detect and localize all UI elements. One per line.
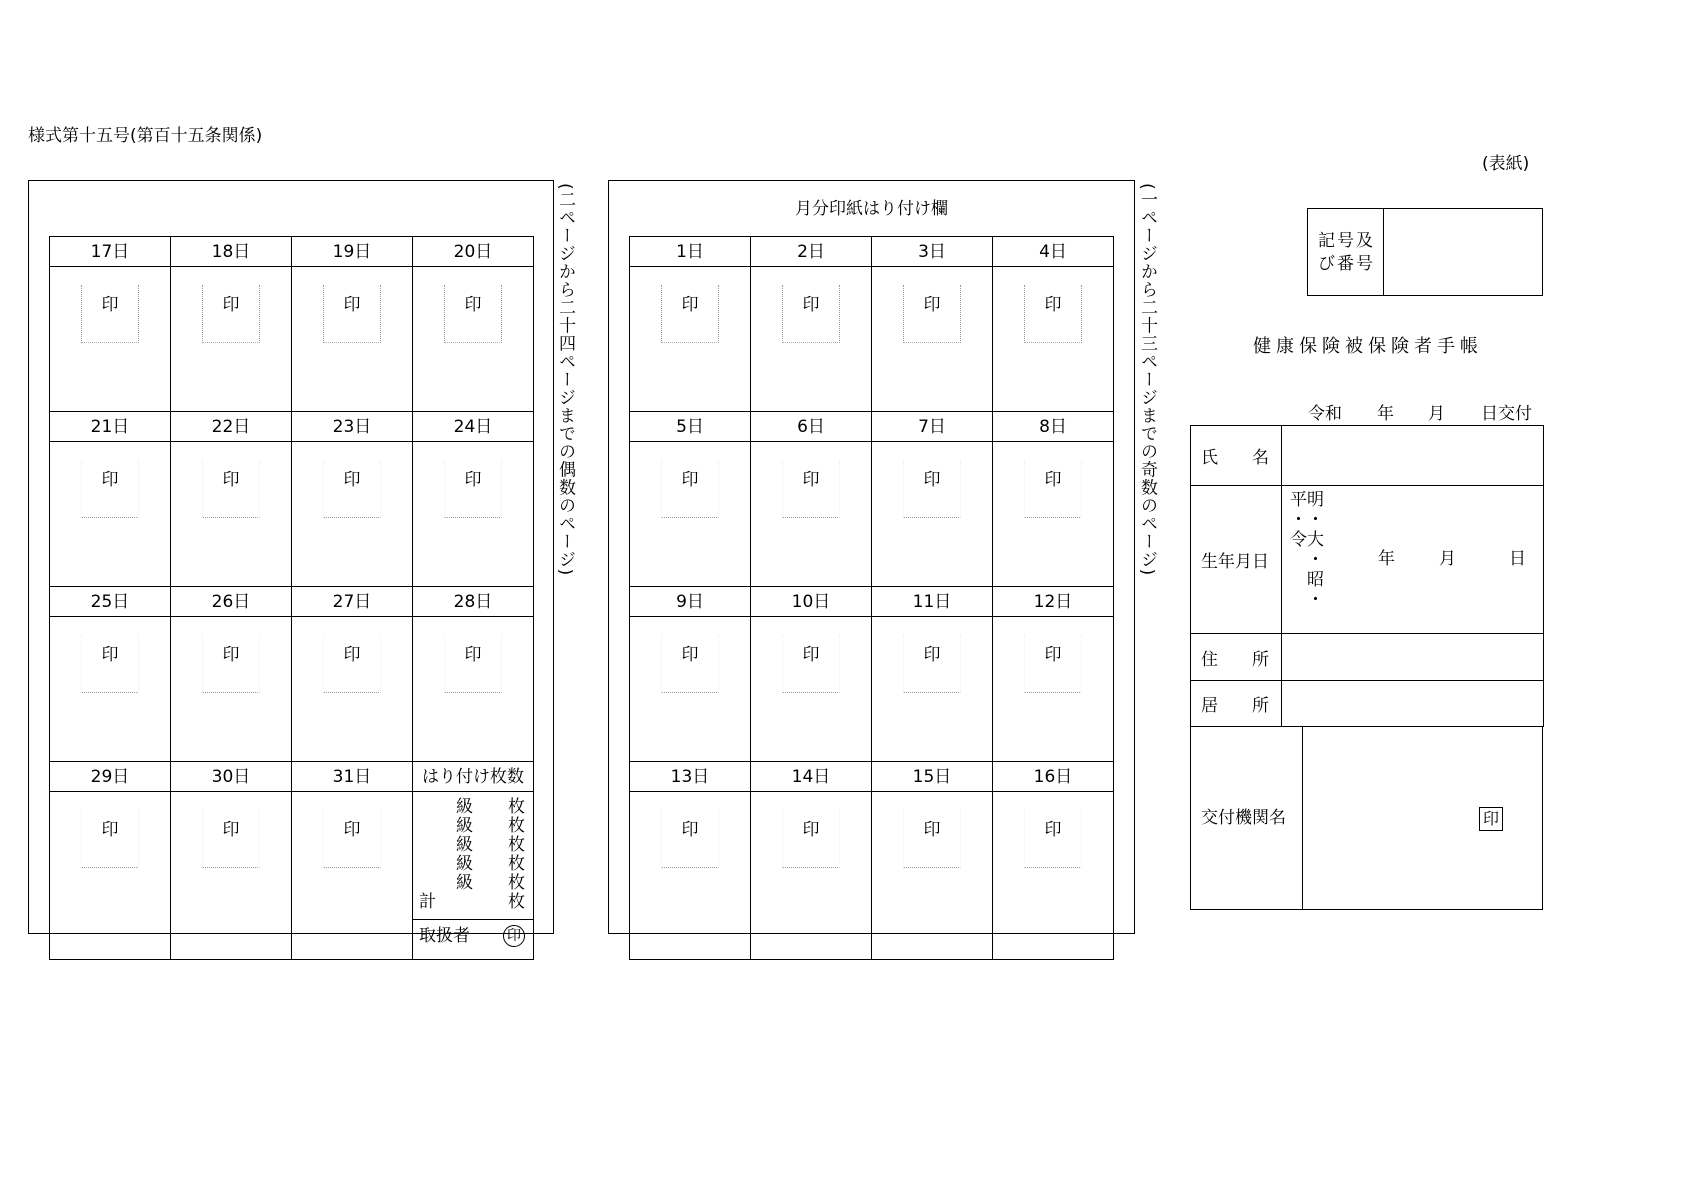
- stamp-cell[interactable]: [751, 267, 872, 412]
- stamp-placeholder: [444, 460, 502, 518]
- stamp-cell[interactable]: [413, 617, 534, 762]
- stamp-placeholder: [782, 285, 840, 343]
- stamp-placeholder: [323, 635, 381, 693]
- stamp-placeholder: [202, 810, 260, 868]
- birth-label: 生年月日: [1191, 486, 1282, 634]
- sheet-label: 枚: [508, 854, 525, 874]
- stamp-placeholder: [903, 810, 961, 868]
- issue-era: 令和: [1308, 404, 1342, 424]
- stamp-cell[interactable]: [50, 617, 171, 762]
- stamp-mark: 印: [681, 820, 699, 840]
- stamp-row: [630, 267, 1114, 412]
- day-header-row: [50, 237, 534, 267]
- day-label: 1日: [630, 237, 751, 267]
- stamp-mark: 印: [681, 295, 699, 315]
- birth-day: 日: [1509, 549, 1526, 569]
- stamp-mark: 印: [343, 820, 361, 840]
- stamp-cell[interactable]: [630, 617, 751, 762]
- grade-label: 級: [456, 854, 473, 874]
- day-header-row: [630, 412, 1114, 442]
- form-number: 様式第十五号(第百十五条関係): [28, 126, 263, 146]
- stamp-mark: 印: [802, 820, 820, 840]
- stamp-row: [50, 267, 534, 412]
- handler-seal: [503, 925, 525, 947]
- count-header: はり付け枚数: [413, 762, 534, 792]
- stamp-placeholder: [323, 460, 381, 518]
- left-panel: [28, 180, 554, 946]
- stamp-placeholder: [661, 810, 719, 868]
- stamp-mark: 印: [222, 645, 240, 665]
- stamp-placeholder: [782, 460, 840, 518]
- grade-label: 級: [456, 835, 473, 855]
- stamp-mark: 印: [1044, 820, 1062, 840]
- stamp-cell[interactable]: [751, 617, 872, 762]
- day-label: 12日: [993, 587, 1114, 617]
- stamp-mark: 印: [222, 470, 240, 490]
- stamp-mark: 印: [681, 645, 699, 665]
- sheet-label: 枚: [508, 816, 525, 836]
- issuer-label: 交付機関名: [1201, 808, 1286, 828]
- stamp-cell[interactable]: [630, 442, 751, 587]
- stamp-placeholder: [661, 460, 719, 518]
- stamp-cell[interactable]: [993, 617, 1114, 762]
- stamp-cell[interactable]: [292, 267, 413, 412]
- issuer-seal-mark: 印: [1479, 807, 1503, 831]
- day-label: 7日: [872, 412, 993, 442]
- stamp-cell[interactable]: [751, 792, 872, 960]
- day-header-row: [630, 762, 1114, 792]
- day-label: 5日: [630, 412, 751, 442]
- sheet-label: 枚: [508, 892, 525, 912]
- stamp-cell[interactable]: [171, 617, 292, 762]
- stamp-mark: 印: [343, 470, 361, 490]
- symbol-label-2: び番号: [1318, 254, 1375, 274]
- stamp-mark: 印: [222, 295, 240, 315]
- stamp-mark: 印: [1044, 470, 1062, 490]
- day-label: 31日: [292, 762, 413, 792]
- handler-seal-mark: 印: [503, 925, 525, 947]
- stamp-placeholder: [202, 285, 260, 343]
- stamp-placeholder: [323, 810, 381, 868]
- birth-year: 年: [1378, 549, 1395, 569]
- stamp-mark: 印: [101, 470, 119, 490]
- era-options: 明・大・昭・平・令: [1286, 490, 1323, 610]
- handler-box: [413, 919, 533, 959]
- day-label: 18日: [171, 237, 292, 267]
- stamp-placeholder: [81, 285, 139, 343]
- stamp-cell[interactable]: [751, 442, 872, 587]
- stamp-cell[interactable]: [292, 442, 413, 587]
- stamp-mark: 印: [101, 645, 119, 665]
- stamp-cell[interactable]: [413, 267, 534, 412]
- birth-month: 月: [1439, 549, 1456, 569]
- stamp-cell[interactable]: [171, 442, 292, 587]
- day-header-row: [50, 412, 534, 442]
- day-header-row: [630, 587, 1114, 617]
- day-label: 9日: [630, 587, 751, 617]
- day-label: 26日: [171, 587, 292, 617]
- issue-year: 年: [1377, 404, 1394, 424]
- day-label: 14日: [751, 762, 872, 792]
- left-stamp-grid: [49, 236, 534, 960]
- grade-label: 級: [456, 797, 473, 817]
- stamp-mark: 印: [802, 295, 820, 315]
- stamp-mark: 印: [1044, 295, 1062, 315]
- day-label: 8日: [993, 412, 1114, 442]
- address-label: 住 所: [1191, 634, 1282, 681]
- issue-month: 月: [1428, 404, 1445, 424]
- name-field[interactable]: [1282, 426, 1544, 486]
- stamp-cell[interactable]: [50, 792, 171, 960]
- issuer-seal: [1479, 807, 1503, 831]
- stamp-mark: 印: [681, 470, 699, 490]
- stamp-cell[interactable]: [993, 442, 1114, 587]
- stamp-placeholder: [81, 810, 139, 868]
- stamp-placeholder: [661, 285, 719, 343]
- stamp-placeholder: [202, 460, 260, 518]
- stamp-mark: 印: [464, 470, 482, 490]
- stamp-row: [50, 442, 534, 587]
- middle-side-note: (一ページから二十三ページまでの奇数のページ): [1137, 183, 1157, 577]
- stamp-cell[interactable]: [50, 267, 171, 412]
- stamp-cell[interactable]: [630, 792, 751, 960]
- day-label: 30日: [171, 762, 292, 792]
- sheet-label: 枚: [508, 835, 525, 855]
- stamp-mark: 印: [802, 645, 820, 665]
- stamp-placeholder: [444, 635, 502, 693]
- day-label: 16日: [993, 762, 1114, 792]
- day-label: 6日: [751, 412, 872, 442]
- day-header-row: [50, 762, 534, 792]
- stamp-placeholder: [323, 285, 381, 343]
- stamp-mark: 印: [343, 645, 361, 665]
- day-label: 13日: [630, 762, 751, 792]
- day-label: 29日: [50, 762, 171, 792]
- middle-panel: [608, 180, 1135, 934]
- day-label: 10日: [751, 587, 872, 617]
- middle-panel-title: 月分印紙はり付け欄: [795, 199, 948, 219]
- day-label: 22日: [171, 412, 292, 442]
- symbol-number-box: [1307, 208, 1543, 296]
- middle-stamp-grid: [629, 236, 1114, 960]
- day-label: 28日: [413, 587, 534, 617]
- stamp-mark: 印: [222, 820, 240, 840]
- day-label: 4日: [993, 237, 1114, 267]
- sheet-label: 枚: [508, 797, 525, 817]
- stamp-mark: 印: [464, 295, 482, 315]
- day-label: 3日: [872, 237, 993, 267]
- stamp-row: [50, 792, 534, 960]
- stamp-mark: 印: [101, 820, 119, 840]
- stamp-mark: 印: [802, 470, 820, 490]
- birth-field[interactable]: [1282, 486, 1544, 634]
- grade-label: 級: [456, 873, 473, 893]
- stamp-cell[interactable]: [872, 267, 993, 412]
- stamp-placeholder: [81, 460, 139, 518]
- stamp-cell[interactable]: [630, 267, 751, 412]
- stamp-cell[interactable]: [872, 617, 993, 762]
- stamp-placeholder: [903, 285, 961, 343]
- left-side-note: (二ページから二十四ページまでの偶数のページ): [555, 183, 575, 577]
- cover-label: (表紙): [1482, 154, 1530, 174]
- stamp-placeholder: [444, 285, 502, 343]
- stamp-cell[interactable]: [993, 792, 1114, 960]
- day-header-row: [50, 587, 534, 617]
- stamp-placeholder: [903, 635, 961, 693]
- stamp-cell[interactable]: [413, 442, 534, 587]
- stamp-placeholder: [1024, 635, 1082, 693]
- day-label: 21日: [50, 412, 171, 442]
- stamp-cell[interactable]: [872, 792, 993, 960]
- stamp-cell[interactable]: [993, 267, 1114, 412]
- stamp-cell[interactable]: [292, 792, 413, 960]
- stamp-cell[interactable]: [171, 792, 292, 960]
- holder-info-table: [1190, 425, 1544, 727]
- day-label: 19日: [292, 237, 413, 267]
- stamp-row: [50, 617, 534, 762]
- stamp-mark: 印: [923, 470, 941, 490]
- stamp-mark: 印: [923, 295, 941, 315]
- issuer-divider: [1302, 727, 1303, 909]
- stamp-row: [630, 617, 1114, 762]
- stamp-mark: 印: [343, 295, 361, 315]
- grade-label: 級: [456, 816, 473, 836]
- stamp-cell[interactable]: [171, 267, 292, 412]
- stamp-mark: 印: [923, 820, 941, 840]
- stamp-placeholder: [1024, 460, 1082, 518]
- day-label: 15日: [872, 762, 993, 792]
- stamp-cell[interactable]: [50, 442, 171, 587]
- day-label: 17日: [50, 237, 171, 267]
- stamp-placeholder: [1024, 810, 1082, 868]
- address-field[interactable]: [1282, 634, 1544, 681]
- day-label: 20日: [413, 237, 534, 267]
- stamp-placeholder: [202, 635, 260, 693]
- handler-label: 取扱者: [419, 926, 470, 946]
- issuer-box: [1190, 726, 1543, 910]
- day-label: 24日: [413, 412, 534, 442]
- sheet-label: 枚: [508, 873, 525, 893]
- day-label: 25日: [50, 587, 171, 617]
- stamp-cell[interactable]: [872, 442, 993, 587]
- stamp-placeholder: [661, 635, 719, 693]
- stamp-placeholder: [81, 635, 139, 693]
- total-label: 計: [419, 892, 436, 912]
- name-label: 氏 名: [1191, 426, 1282, 486]
- count-cell: [413, 792, 534, 960]
- day-label: 23日: [292, 412, 413, 442]
- stamp-placeholder: [782, 810, 840, 868]
- stamp-placeholder: [782, 635, 840, 693]
- booklet-title: 健康保険被保険者手帳: [1253, 336, 1483, 357]
- stamp-placeholder: [1024, 285, 1082, 343]
- symbol-label-1: 記号及: [1318, 231, 1375, 251]
- day-header-row: [630, 237, 1114, 267]
- stamp-cell[interactable]: [292, 617, 413, 762]
- stamp-mark: 印: [923, 645, 941, 665]
- day-label: 27日: [292, 587, 413, 617]
- day-label: 2日: [751, 237, 872, 267]
- stamp-mark: 印: [1044, 645, 1062, 665]
- stamp-row: [630, 442, 1114, 587]
- day-label: 11日: [872, 587, 993, 617]
- issue-day: 日交付: [1481, 404, 1532, 424]
- symbol-divider: [1383, 209, 1384, 295]
- stamp-mark: 印: [101, 295, 119, 315]
- stamp-row: [630, 792, 1114, 960]
- stamp-mark: 印: [464, 645, 482, 665]
- residence-label: 居 所: [1191, 681, 1282, 727]
- residence-field[interactable]: [1282, 681, 1544, 727]
- stamp-placeholder: [903, 460, 961, 518]
